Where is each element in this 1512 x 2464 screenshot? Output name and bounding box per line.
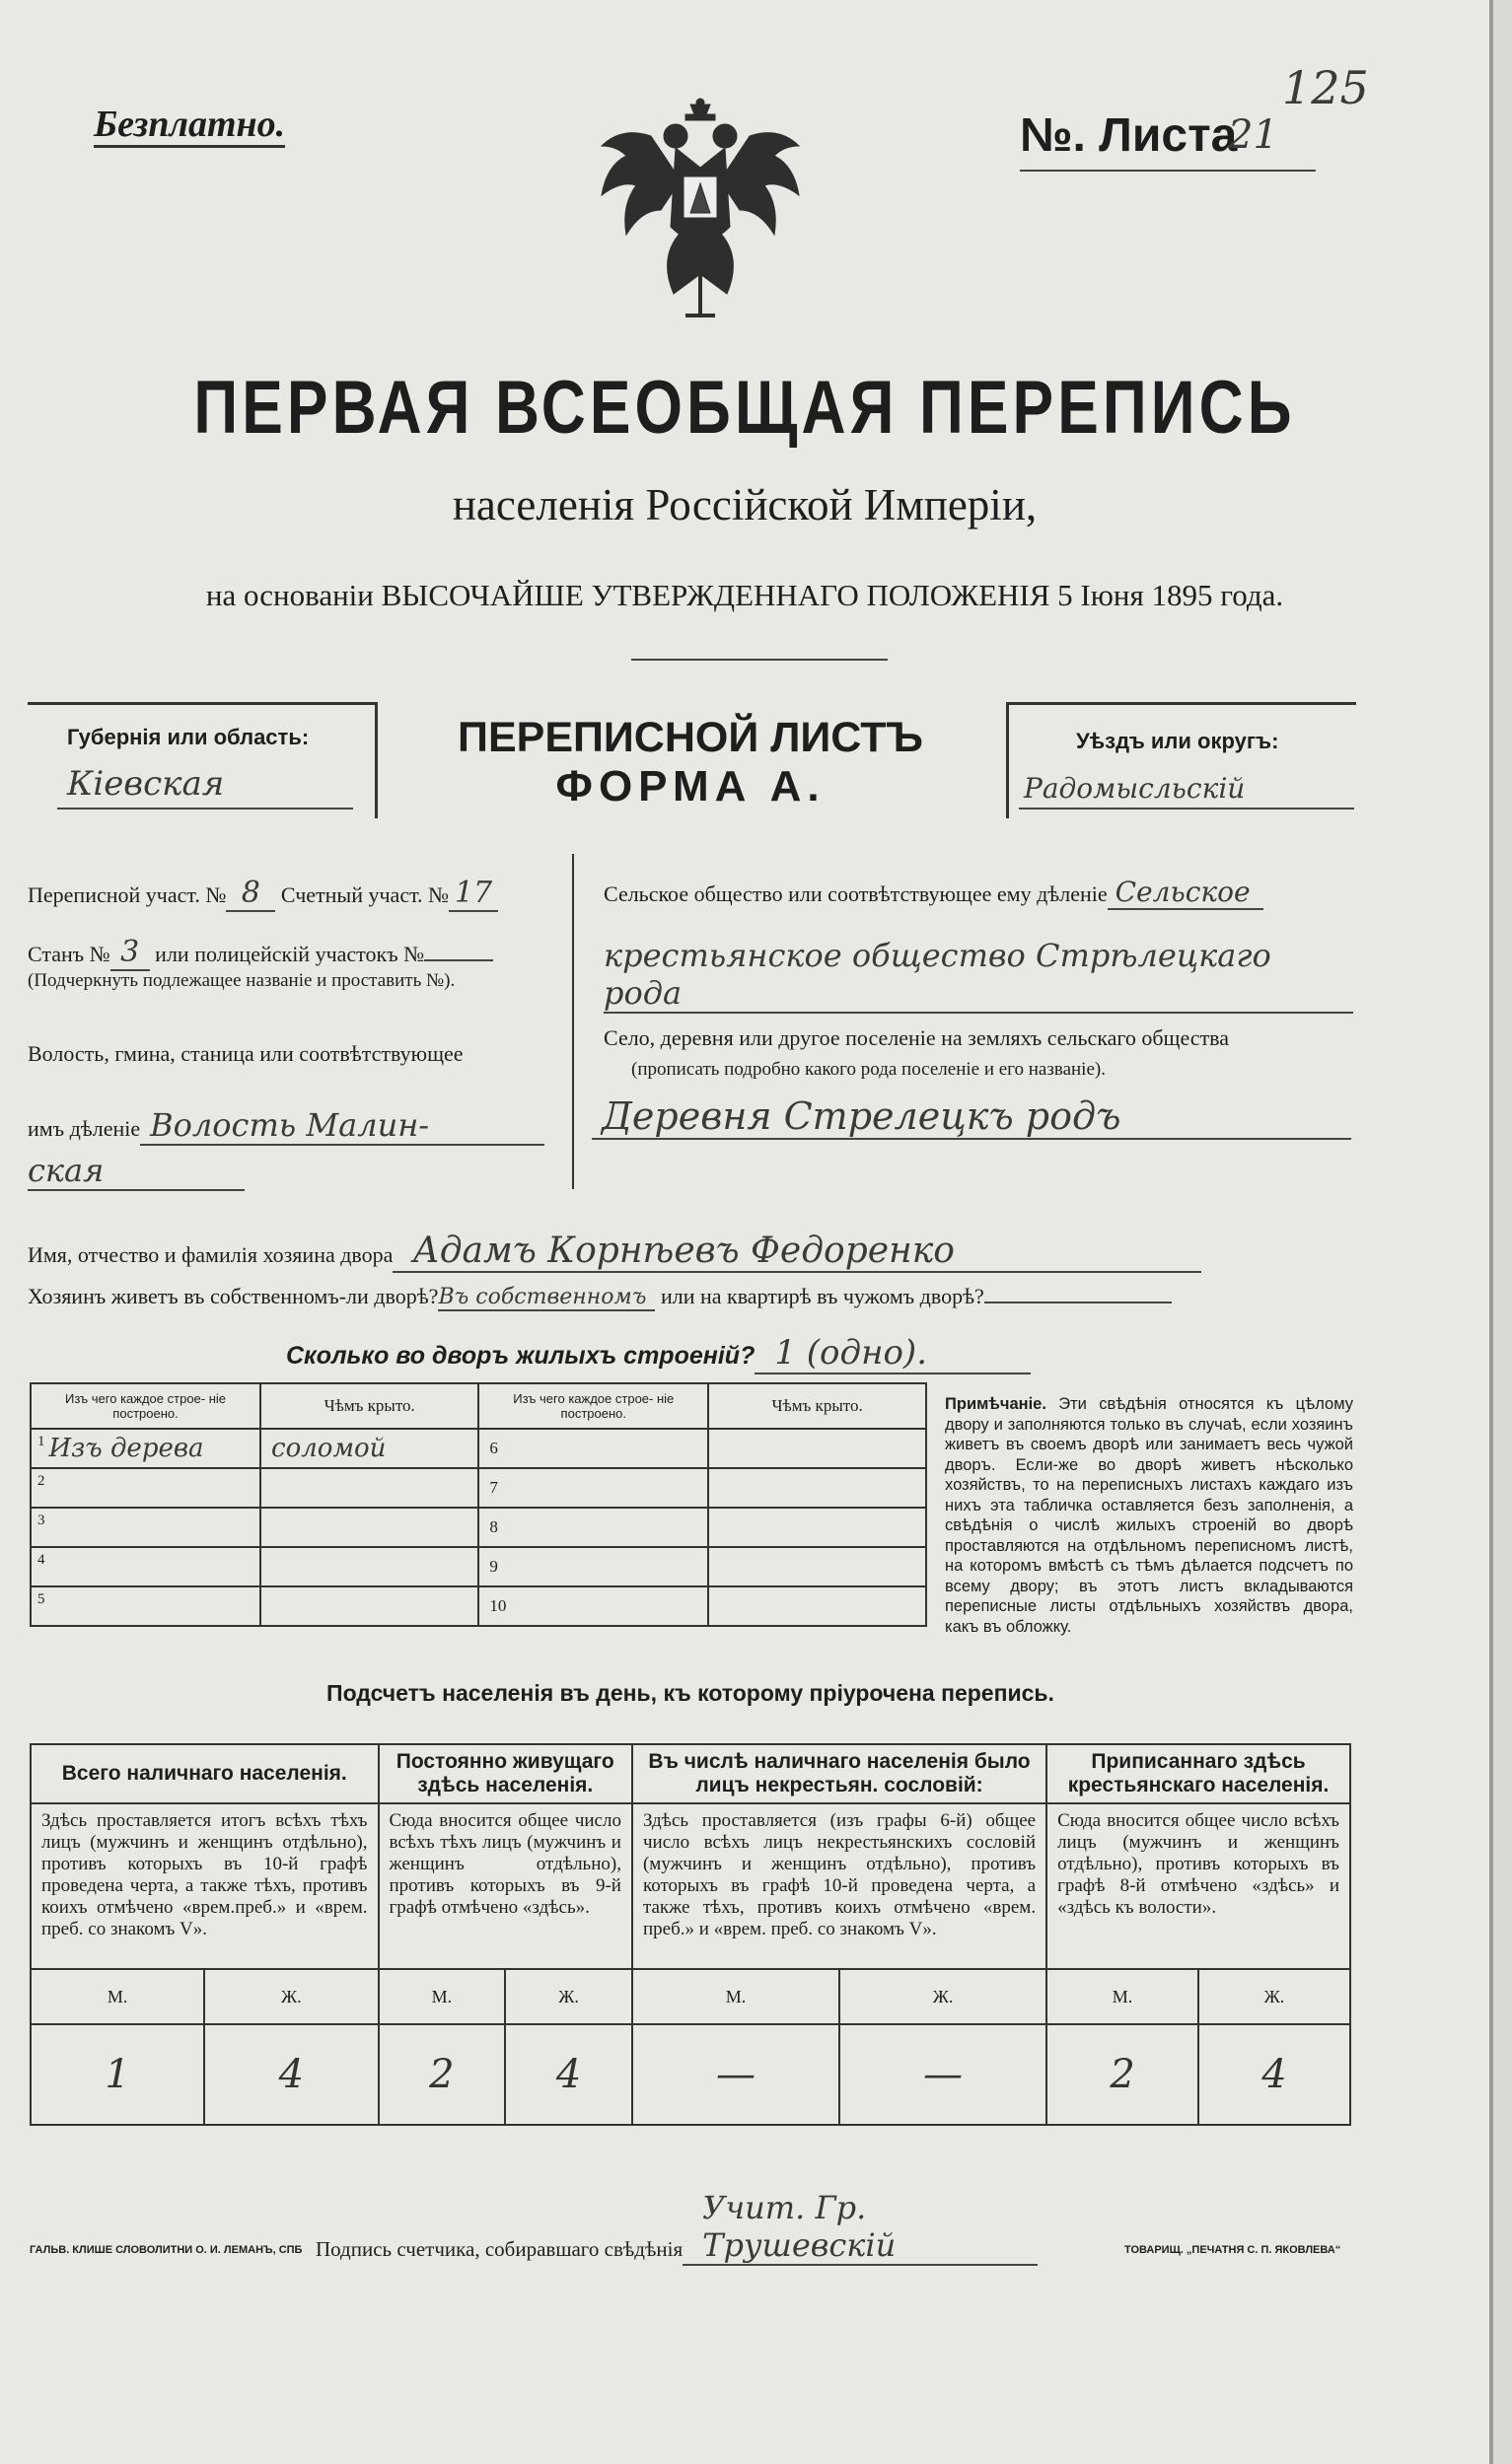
form-title-block bbox=[375, 702, 1006, 811]
sheet-number-label: №. Листа bbox=[1020, 109, 1238, 162]
roof-value bbox=[261, 1513, 271, 1542]
signature-row: Подпись счетчика, собиравшаго свѣдѣніяУчит. Гр. Трушевскій bbox=[316, 2189, 1038, 2266]
volost-value-cont: ская bbox=[28, 1152, 245, 1191]
printer-left: ГАЛЬВ. КЛИШЕ СЛОВОЛИТНИ О. И. ЛЕМАНЪ, СПБ bbox=[30, 2244, 303, 2256]
count-col-desc: Сюда вносится общее число всѣхъ тѣхъ лицъ (мужчинъ и женщинъ отдѣльно), противъ которыхъ въ 9-й графѣ отмѣчено «здѣсь». bbox=[379, 1803, 632, 1969]
volost-row: имъ дѣленіе Волость Малин- bbox=[28, 1106, 544, 1146]
uezd-box bbox=[1006, 702, 1356, 818]
col-roof-right: Чѣмъ крыто. bbox=[708, 1383, 926, 1429]
row-number: 10 bbox=[489, 1596, 507, 1615]
buildings-note: Примѣчаніе. Эти свѣдѣнія относятся къ цѣлому двору и заполняются только въ случаѣ, если хозяинъ живетъ въ своемъ дворѣ или занимаетъ весь чужой дворъ. Если-же во дворѣ живетъ нѣсколько хозяйствъ, то на переписныхъ листахъ каждаго изъ нихъ эта табличка оставляется безъ заполненія, а свѣдѣнія о числѣ жилыхъ строеній во дворѣ проставляются на отдѣльномъ переписномъ листѣ, на которомъ вмѣстѣ съ тѣмъ дѣлается подсчетъ по всему двору; въ этотъ листъ вкладываются переписные листы отдѣльныхъ хозяйствъ двора, какъ въ обложку. bbox=[945, 1395, 1353, 1636]
count-value: 4 bbox=[1198, 2024, 1350, 2125]
form-name: ФОРМА А. bbox=[555, 762, 826, 810]
row-number: 4 bbox=[37, 1552, 45, 1568]
sex-label: М. bbox=[379, 1969, 506, 2024]
village-value: Деревня Стрелецкъ родъ bbox=[592, 1094, 1351, 1140]
count-col-head: Постоянно живущаго здѣсь населенія. bbox=[379, 1744, 632, 1803]
table-row bbox=[31, 1586, 926, 1626]
gubernia-box bbox=[28, 702, 378, 818]
sex-label: Ж. bbox=[1198, 1969, 1350, 2024]
double-headed-eagle-emblem bbox=[592, 97, 809, 323]
sex-label: Ж. bbox=[505, 1969, 632, 2024]
society-row: Сельское общество или соотвѣтствующее ему дѣленіе Сельское bbox=[604, 876, 1263, 910]
table-row bbox=[31, 1547, 926, 1586]
count-col-head: Въ числѣ наличнаго населенія было лицъ некрестьян. сословій: bbox=[632, 1744, 1046, 1803]
gubernia-label: Губернія или область: bbox=[67, 725, 310, 749]
free-label: Безплатно. bbox=[94, 103, 285, 146]
count-value: 2 bbox=[379, 2024, 506, 2125]
ornament-divider bbox=[631, 659, 888, 661]
page-title: ПЕРВАЯ ВСЕОБЩАЯ ПЕРЕПИСЬ bbox=[193, 366, 1296, 450]
owner-row: Имя, отчество и фамилія хозяина двора Адамъ Корнѣевъ Федоренко bbox=[28, 1231, 1201, 1273]
table-row bbox=[31, 1429, 926, 1468]
underline-note: (Подчеркнуть подлежащее названіе и проставить №). bbox=[28, 970, 456, 991]
uezd-value: Радомысльскій bbox=[1024, 772, 1246, 805]
sex-label: Ж. bbox=[839, 1969, 1046, 2024]
count-value: 2 bbox=[1046, 2024, 1198, 2125]
sex-label: М. bbox=[31, 1969, 204, 2024]
col-material-left: Изъ чего каждое строе- ніе построено. bbox=[31, 1383, 260, 1429]
gubernia-value: Кіевская bbox=[67, 764, 225, 804]
row-number: 3 bbox=[37, 1513, 45, 1528]
form-title: ПЕРЕПИСНОЙ ЛИСТЪ bbox=[458, 714, 923, 761]
count-table bbox=[30, 1743, 1351, 2126]
col-material-right: Изъ чего каждое строе- ніе построено. bbox=[478, 1383, 708, 1429]
count-value: 1 bbox=[31, 2024, 204, 2125]
row-number: 1 bbox=[37, 1434, 45, 1449]
roof-value bbox=[261, 1552, 271, 1582]
roof-value: соломой bbox=[271, 1434, 387, 1463]
count-col-head: Приписаннаго здѣсь крестьянскаго населенія. bbox=[1046, 1744, 1350, 1803]
society-value: крестьянское общество Стрѣлецкаго рода bbox=[604, 937, 1353, 1014]
row-number: 8 bbox=[489, 1517, 498, 1536]
count-col-desc: Сюда вносится общее число всѣхъ лицъ (мужчинъ и женщинъ отдѣльно), противъ которыхъ въ графѣ 8-й отмѣчено «здѣсь» и «здѣсь къ волости». bbox=[1046, 1803, 1350, 1969]
roof-value bbox=[261, 1591, 271, 1621]
material-value: Изъ дерева bbox=[48, 1434, 204, 1463]
legal-basis: на основаніи ВЫСОЧАЙШЕ УТВЕРЖДЕННАГО ПОЛОЖЕНІЯ 5 Іюня 1895 года. bbox=[205, 578, 1284, 612]
stan-row: Станъ № 3 или полицейскій участокъ № bbox=[28, 935, 493, 971]
count-value: 4 bbox=[204, 2024, 378, 2125]
sheet-number-value: 21 bbox=[1228, 112, 1278, 158]
count-value: — bbox=[632, 2024, 839, 2125]
printer-right: ТОВАРИЩ. „ПЕЧАТНЯ С. П. ЯКОВЛЕВА“ bbox=[1124, 2244, 1341, 2256]
col-roof-left: Чѣмъ крыто. bbox=[260, 1383, 478, 1429]
village-label: Село, деревня или другое поселеніе на земляхъ сельскаго общества bbox=[604, 1025, 1230, 1050]
sex-label: М. bbox=[1046, 1969, 1198, 2024]
sex-label: Ж. bbox=[204, 1969, 378, 2024]
table-row bbox=[31, 1508, 926, 1547]
page-subtitle: населенія Россійской Имперіи, bbox=[452, 480, 1038, 529]
buildings-row: Сколько во дворъ жилыхъ строеній? 1 (одно). bbox=[286, 1333, 1031, 1374]
lives-row: Хозяинъ живетъ въ собственномъ-ли дворѣ?Въ собственномъ или на квартирѣ въ чужомъ дворѣ? bbox=[28, 1284, 1172, 1311]
roof-value bbox=[261, 1473, 271, 1503]
count-col-desc: Здѣсь проставляется итогъ всѣхъ тѣхъ лицъ (мужчинъ и женщинъ отдѣльно), противъ которыхъ въ 10-й графѣ проведена черта, а также тѣхъ, противъ коихъ отмѣчено «врем.преб.» и «врем. преб. со знакомъ V». bbox=[31, 1803, 379, 1969]
uezd-label: Уѣздъ или округъ: bbox=[1076, 729, 1279, 753]
sex-label: М. bbox=[632, 1969, 839, 2024]
row-number: 7 bbox=[489, 1478, 498, 1497]
row-number: 2 bbox=[37, 1473, 45, 1489]
archive-number: 125 bbox=[1282, 61, 1369, 114]
row-number: 6 bbox=[489, 1439, 498, 1457]
count-value: — bbox=[839, 2024, 1046, 2125]
row-number: 5 bbox=[37, 1591, 45, 1607]
count-col-desc: Здѣсь проставляется (изъ графы 6-й) общее число всѣхъ лицъ некрестьянскихъ сословій (мужчинъ и женщинъ отдѣльно), противъ которыхъ въ графѣ 10-й проведена черта, а также тѣхъ, противъ коихъ отмѣчено «врем. преб.» и «врем. преб. со знакомъ V». bbox=[632, 1803, 1046, 1969]
count-col-head: Всего наличнаго населенія. bbox=[31, 1744, 379, 1803]
village-note: (прописать подробно какого рода поселеніе и его названіе). bbox=[631, 1059, 1106, 1080]
column-divider bbox=[572, 854, 574, 1189]
count-title: Подсчетъ населенія въ день, къ которому пріурочена перепись. bbox=[326, 1680, 1054, 1706]
table-row bbox=[31, 1468, 926, 1508]
buildings-table bbox=[30, 1382, 927, 1627]
volost-label: Волость, гмина, станица или соотвѣтствующее bbox=[28, 1041, 464, 1066]
count-value: 4 bbox=[505, 2024, 632, 2125]
uchast-row: Переписной участ. № 8 Счетный участ. № 17 bbox=[28, 876, 498, 912]
row-number: 9 bbox=[489, 1557, 498, 1576]
